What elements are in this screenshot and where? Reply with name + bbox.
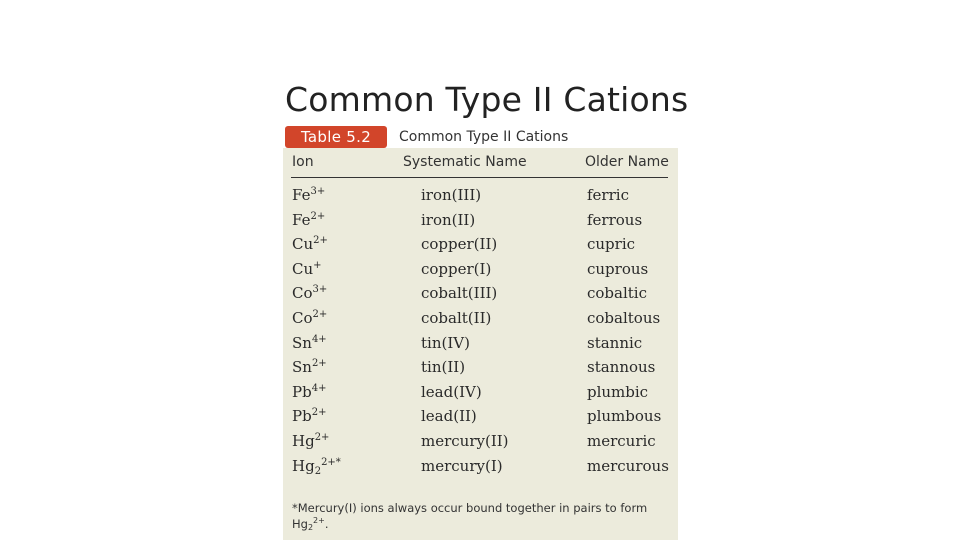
systematic-name-cell: iron(III) bbox=[421, 186, 482, 204]
footnote-formula-subscript: 2 bbox=[307, 523, 314, 532]
older-name-cell: stannic bbox=[587, 333, 643, 352]
systematic-name-cell: copper(II) bbox=[421, 235, 498, 254]
ion-symbol: Sn bbox=[292, 333, 312, 352]
systematic-name-cell: copper(I) bbox=[421, 259, 492, 278]
ion-subscript: 2 bbox=[314, 465, 322, 477]
ion-charge: + bbox=[313, 259, 322, 271]
table-row bbox=[283, 355, 678, 380]
ion-charge: 2+ bbox=[312, 308, 328, 320]
ion-symbol: Pb bbox=[292, 407, 312, 426]
ion-cell bbox=[292, 355, 327, 379]
column-header-ion: Ion bbox=[292, 154, 314, 170]
older-name-cell: ferrous bbox=[587, 210, 643, 229]
ion-cell bbox=[292, 331, 327, 355]
older-name-cell: cuprous bbox=[587, 259, 649, 278]
older-name-cell: ferric bbox=[587, 186, 629, 204]
ion-symbol: Co bbox=[292, 284, 313, 303]
older-name-cell: cobaltous bbox=[587, 308, 661, 327]
ion-charge: 4+ bbox=[311, 382, 327, 394]
footnote-formula-charge: 2+ bbox=[313, 516, 325, 525]
ion-charge: 2+ bbox=[313, 235, 328, 247]
ion-cell bbox=[292, 429, 329, 453]
ion-cell bbox=[292, 232, 328, 256]
footnote-formula bbox=[292, 517, 329, 531]
older-name-cell: cobaltic bbox=[587, 284, 647, 303]
table-row bbox=[283, 281, 678, 306]
footnote-text: *Mercury(I) ions always occur bound together in pairs to form bbox=[292, 501, 648, 515]
older-name-cell: mercuric bbox=[587, 431, 656, 450]
ion-cell bbox=[292, 183, 325, 207]
systematic-name-cell: iron(II) bbox=[421, 210, 476, 229]
table-row bbox=[283, 306, 678, 331]
older-name-cell: cupric bbox=[587, 235, 636, 254]
ion-charge: 2+ bbox=[310, 210, 326, 222]
ion-charge: 4+ bbox=[311, 333, 327, 345]
ion-cell bbox=[292, 281, 327, 305]
table-number-tag: Table 5.2 bbox=[285, 126, 387, 148]
table-footnote bbox=[292, 500, 662, 532]
ion-charge: 3+ bbox=[310, 186, 326, 197]
table-row bbox=[283, 183, 678, 208]
older-name-cell: mercurous bbox=[587, 456, 669, 475]
table-row bbox=[283, 380, 678, 405]
ion-charge: 3+ bbox=[312, 284, 328, 296]
systematic-name-cell: tin(IV) bbox=[421, 333, 470, 352]
table-row bbox=[283, 404, 678, 429]
ion-symbol: Sn bbox=[292, 358, 312, 377]
older-name-cell: plumbic bbox=[587, 382, 649, 401]
systematic-name-cell: mercury(I) bbox=[421, 456, 503, 475]
footnote-formula-end: . bbox=[324, 517, 329, 531]
table-row bbox=[283, 331, 678, 356]
ion-charge: 2+ bbox=[314, 431, 330, 443]
slide-title: Common Type II Cations bbox=[285, 80, 689, 119]
systematic-name-cell: cobalt(II) bbox=[421, 308, 492, 327]
table-row bbox=[283, 257, 678, 282]
systematic-name-cell: lead(IV) bbox=[421, 382, 482, 401]
table-row bbox=[283, 208, 678, 233]
ion-symbol: Cu bbox=[292, 259, 314, 278]
ion-cell bbox=[292, 306, 327, 330]
ion-charge: 2+* bbox=[321, 456, 341, 468]
table-body bbox=[283, 183, 678, 478]
ion-symbol: Fe bbox=[292, 186, 311, 204]
ion-charge: 2+ bbox=[311, 358, 327, 370]
ion-cell bbox=[292, 454, 341, 478]
ion-cell bbox=[292, 208, 325, 232]
ion-symbol: Hg bbox=[292, 431, 315, 450]
systematic-name-cell: mercury(II) bbox=[421, 431, 509, 450]
ion-symbol: Co bbox=[292, 308, 313, 327]
table-caption: Common Type II Cations bbox=[399, 129, 569, 145]
footnote-formula-symbol: Hg bbox=[292, 517, 308, 531]
ion-symbol: Fe bbox=[292, 210, 311, 229]
ion-cell bbox=[292, 380, 326, 404]
table-row bbox=[283, 454, 678, 479]
ion-charge: 2+ bbox=[311, 407, 327, 419]
table-header-bar bbox=[283, 124, 678, 148]
column-header-systematic-name: Systematic Name bbox=[403, 154, 527, 170]
ion-symbol: Pb bbox=[292, 382, 312, 401]
column-header-older-name: Older Name bbox=[585, 154, 669, 170]
header-rule bbox=[291, 177, 668, 178]
systematic-name-cell: tin(II) bbox=[421, 358, 466, 377]
ion-symbol: Cu bbox=[292, 235, 314, 254]
older-name-cell: plumbous bbox=[587, 407, 662, 426]
table-row bbox=[283, 429, 678, 454]
ion-cell bbox=[292, 257, 322, 281]
systematic-name-cell: cobalt(III) bbox=[421, 284, 498, 303]
ion-symbol: Hg bbox=[292, 456, 315, 475]
cation-table bbox=[283, 124, 678, 540]
systematic-name-cell: lead(II) bbox=[421, 407, 477, 426]
ion-cell bbox=[292, 404, 326, 428]
table-row bbox=[283, 232, 678, 257]
older-name-cell: stannous bbox=[587, 358, 656, 377]
